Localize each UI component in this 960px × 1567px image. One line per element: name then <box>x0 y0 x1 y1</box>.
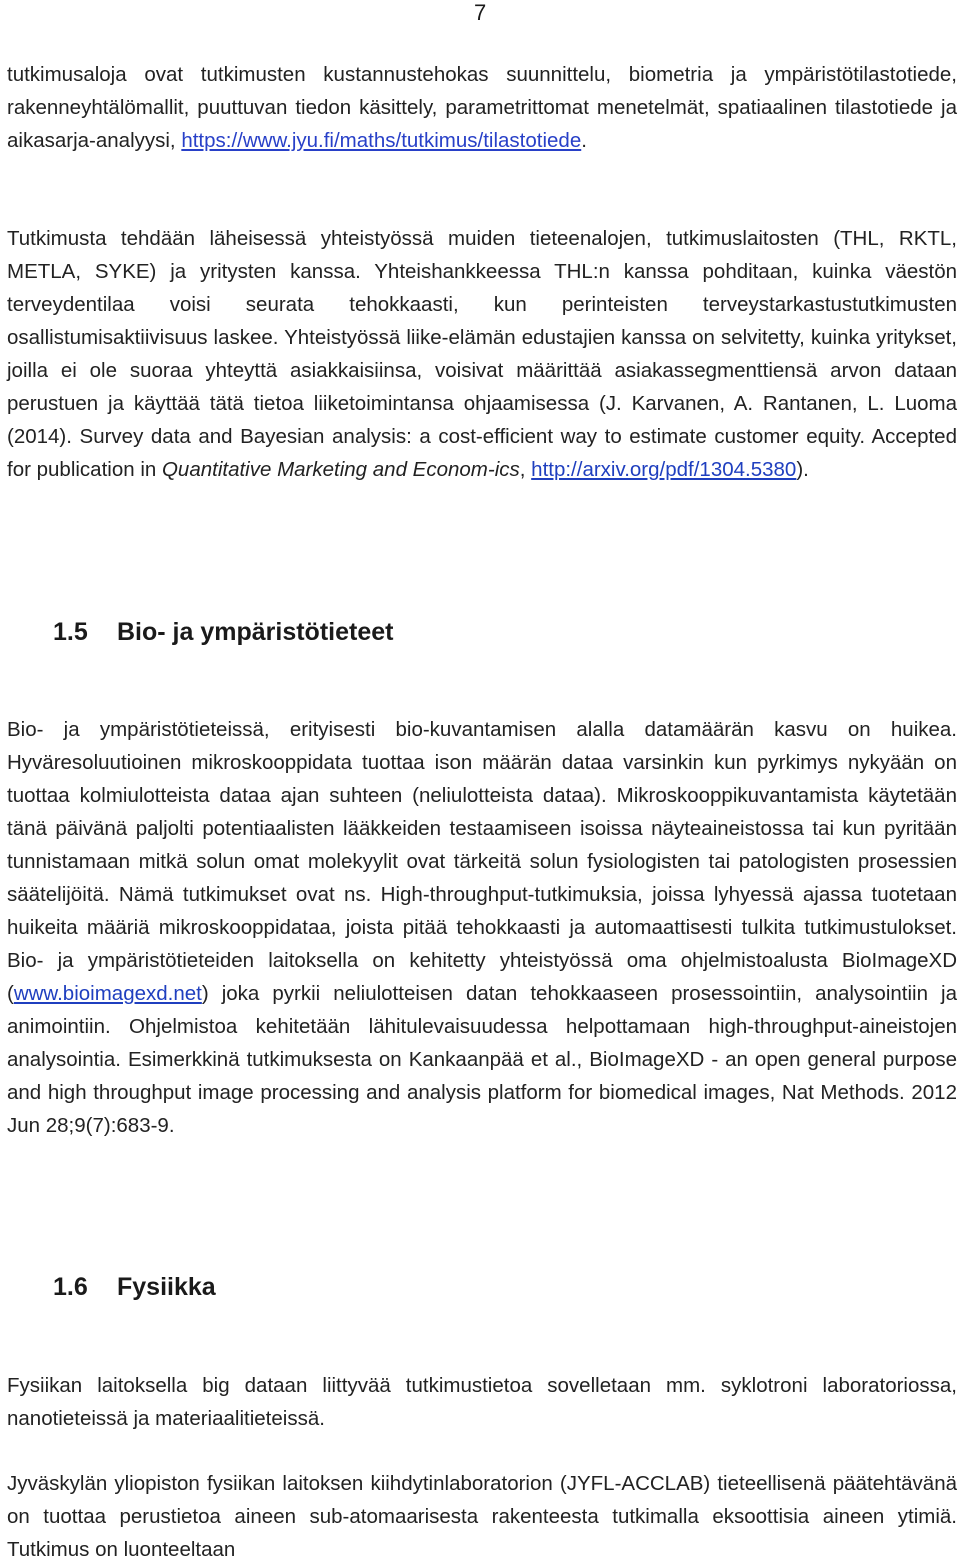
paragraph-text: Jyväskylän yliopiston fysiikan laitoksen kiihdytinlaboratorion (JYFL-ACCLAB) tieteellisenä päätehtävänä on tuottaa perustietoa aineen sub-atomaarisesta rakenteesta tutkimalla eksoottisia aineen ytimiä. Tutkimus on luonteeltaan <box>7 1472 957 1561</box>
section-title: Fysiikka <box>117 1273 216 1301</box>
paragraph-text: , <box>519 458 532 481</box>
section-heading-bio <box>53 616 393 648</box>
page-number: 7 <box>474 0 487 25</box>
paragraph-bio-imaging <box>7 713 957 1142</box>
paragraph-accelerator-lab <box>7 1467 957 1566</box>
paragraph-research-areas <box>7 58 957 157</box>
jyu-statistics-link[interactable]: https://www.jyu.fi/maths/tutkimus/tilastotiede <box>181 129 582 152</box>
paragraph-collaboration <box>7 222 957 486</box>
paragraph-text: Bio- ja ympäristötieteissä, erityisesti bio-kuvantamisen alalla datamäärän kasvu on huikea. Hyväresoluutioinen mikroskooppidata tuottaa ison määrän dataa varsinkin kun pyrkimys nykyään on tuottaa kolmiulotteista dataa ajan suhteen (neliulotteista dataa). Mikroskooppikuvantamista käytetään tänä päivänä paljolti potentiaalisten lääkkeiden testaamiseen isoissa näyteaineistossa tai kun pyritään tunnistamaan mitkä solun omat molekyylit ovat tärkeitä solun fysiologisten tai patologisten prosessien säätelijöitä. Nämä tutkimukset ovat ns. High-throughput-tutkimuksia, joissa lyhyessä ajassa tuotetaan huikeita määriä mikroskooppidataa, joista pitää tehokkaasti ja automaattisesti tulkita tutkimustulokset. Bio- ja ympäristötieteiden laitoksella on kehitetty yhteistyössä oma ohjelmistoalusta BioImageXD ( <box>7 718 957 1005</box>
bioimagexd-link[interactable]: www.bioimagexd.net <box>13 982 202 1005</box>
paragraph-text: Fysiikan laitoksella big dataan liittyvää tutkimustietoa sovelletaan mm. syklotroni laboratoriossa, nanotieteissä ja materiaalitieteissä. <box>7 1374 957 1430</box>
arxiv-link[interactable]: http://arxiv.org/pdf/1304.5380 <box>531 458 797 481</box>
section-heading-physics <box>53 1271 216 1303</box>
paragraph-text: Tutkimusta tehdään läheisessä yhteistyössä muiden tieteenalojen, tutkimuslaitosten (THL, RKTL, METLA, SYKE) ja yritysten kanssa. Yhteishankkeessa THL:n kanssa pohditaan, kuinka väestön terveydentilaa voisi seurata tehokkaasti, kun perinteisten terveystarkastustutkimusten osallistumisaktiivisuus laskee. Yhteistyössä liike-elämän edustajien kanssa on selvitetty, kuinka yritykset, joilla ei ole suoraa yhteyttä asiakkaisiinsa, voisivat määrittää asiakassegmenttiensä arvon dataan perustuen ja käyttää tätä tietoa liiketoimintansa ohjaamisessa (J. Karvanen, A. Rantanen, L. Luoma (2014). Survey data and Bayesian analysis: a cost-efficient way to estimate customer equity. Accepted for publication in <box>7 227 957 481</box>
paragraph-physics-intro <box>7 1369 957 1435</box>
journal-title: Quantitative Marketing and Econom-ics <box>161 458 520 481</box>
paragraph-text: ) joka pyrkii neliulotteisen datan tehokkaaseen prosessointiin, analysointiin ja animointiin. Ohjelmistoa kehitetään lähitulevaisuudessa helpottamaan high-throughput-aineistojen analysointia. Esimerkkinä tutkimuksesta on Kankaanpää et al., BioImageXD - an open general purpose and high throughput image processing and analysis platform for biomedical images, Nat Methods. 2012 Jun 28;9(7):683-9. <box>7 982 957 1137</box>
paragraph-text: ). <box>796 458 809 481</box>
paragraph-text: tutkimusaloja ovat tutkimusten kustannustehokas suunnittelu, biometria ja ympäristötilastotiede, rakenneyhtälömallit, puuttuvan tiedon käsittely, parametrittomat menetelmät, spatiaalinen tilastotiede ja aikasarja-analyysi, <box>7 63 957 152</box>
paragraph-text: . <box>581 129 587 152</box>
section-number: 1.6 <box>53 1273 88 1301</box>
section-number: 1.5 <box>53 618 88 646</box>
section-title: Bio- ja ympäristötieteet <box>117 618 394 646</box>
